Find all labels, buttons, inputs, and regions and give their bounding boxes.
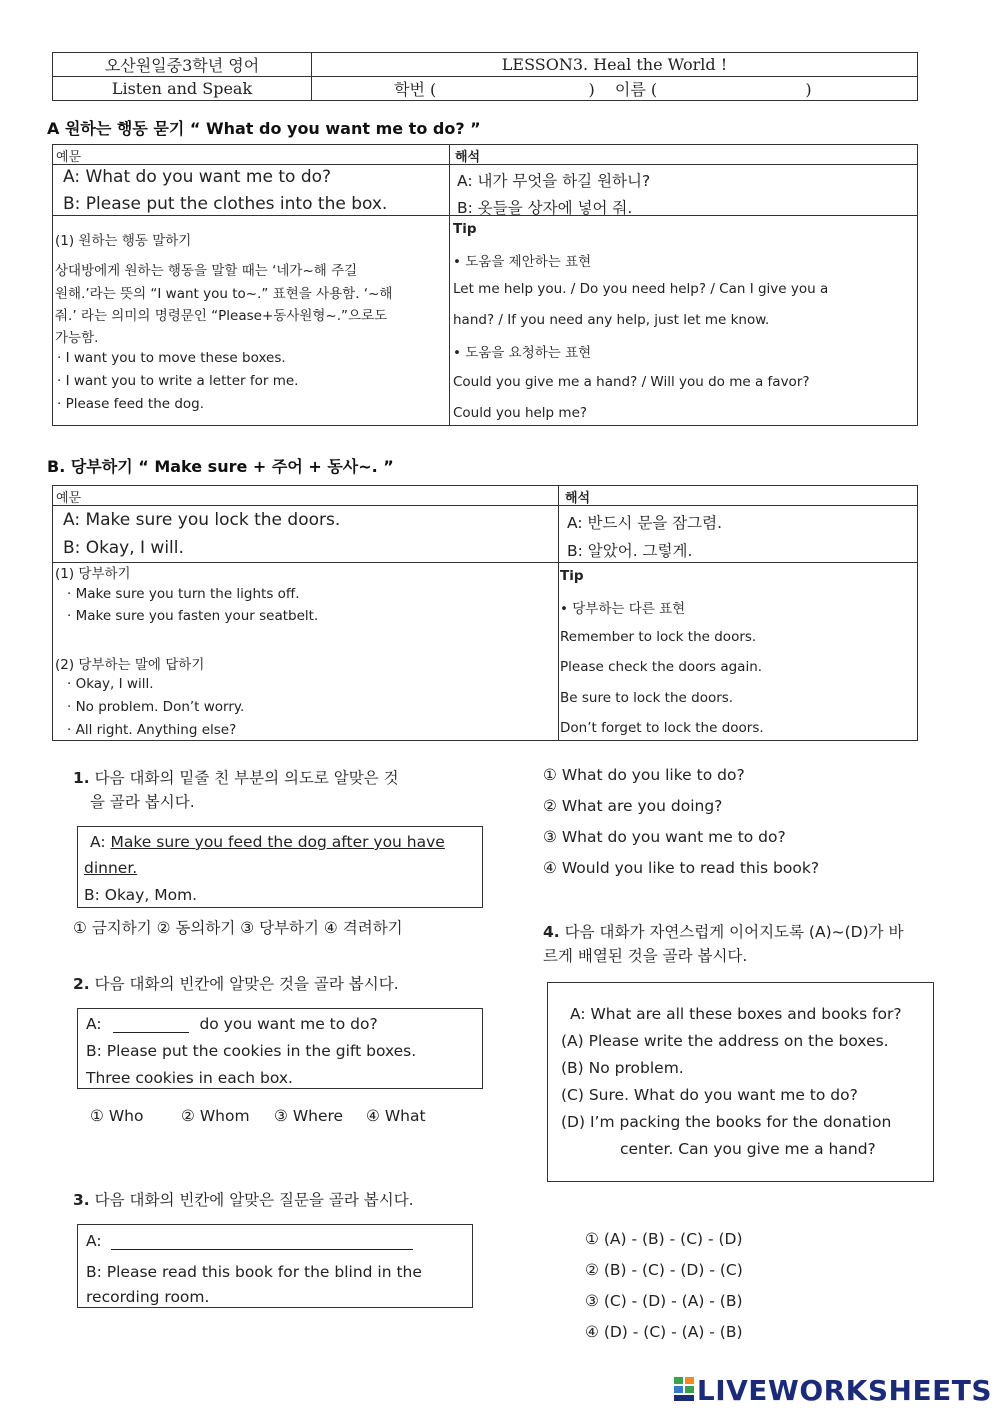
student-id-label: 학번 (	[394, 80, 437, 99]
q4-item-a: (A) Please write the address on the boxes.	[561, 1032, 889, 1050]
q2-b-2: Three cookies in each box.	[86, 1069, 293, 1087]
liveworksheets-mark-icon	[673, 1375, 695, 1403]
example-b: B: Please put the clothes into the box.	[63, 194, 388, 214]
q2-option-4[interactable]: ④ What	[366, 1107, 426, 1125]
q3-blank[interactable]	[111, 1231, 413, 1250]
translation-b: B: 옷들을 상자에 넣어 줘.	[457, 199, 633, 217]
liveworksheets-text: LIVEWORKSHEETS	[696, 1374, 992, 1407]
q3-a-prefix: A:	[86, 1232, 102, 1250]
q2-option-2[interactable]: ② Whom	[181, 1107, 250, 1125]
q4-text-1: 다음 대화가 자연스럽게 이어지도록 (A)~(D)가 바	[564, 923, 904, 941]
q4-number: 4.	[543, 923, 560, 941]
translation-label: 해석	[455, 150, 481, 165]
q3-option-3[interactable]: ③ What do you want me to do?	[543, 828, 786, 846]
q2-prompt	[73, 972, 399, 994]
tip-item-2: Please check the doors again.	[560, 659, 763, 675]
q1-b: B: Okay, Mom.	[84, 886, 198, 904]
q1-options[interactable]: ① 금지하기 ② 동의하기 ③ 당부하기 ④ 격려하기	[73, 919, 403, 937]
section-b-title: B. 당부하기 “ Make sure + 주어 + 동사~. ”	[47, 457, 394, 476]
student-id-close: )	[588, 80, 595, 99]
q2-b-1: B: Please put the cookies in the gift boxes.	[86, 1042, 417, 1060]
name-label: 이름 (	[614, 80, 658, 99]
tip-item-3: Be sure to lock the doors.	[560, 690, 734, 706]
tip-offer-head: • 도움을 제안하는 표현	[453, 254, 592, 270]
q4-text-2: 르게 배열된 것을 골라 봅시다.	[543, 947, 748, 965]
tip-label-a: Tip	[453, 221, 477, 237]
q2-a-prefix: A:	[86, 1015, 102, 1033]
q2-a-rest: do you want me to do?	[199, 1015, 378, 1033]
tip-head-b: • 당부하는 다른 표현	[560, 601, 686, 617]
q3-b-2: recording room.	[86, 1288, 210, 1306]
example-b-b: B: Okay, I will.	[63, 538, 184, 558]
q4-item-b: (B) No problem.	[561, 1059, 684, 1077]
q4-item-d-1: (D) I’m packing the books for the donation	[561, 1113, 892, 1131]
bullet-2: · I want you to write a letter for me.	[57, 373, 299, 389]
explain-line-3: 줘.’ 라는 의미의 명령문인 “Please+동사원형~.”으로도	[55, 308, 388, 324]
sub2-item-3: · All right. Anything else?	[67, 722, 237, 738]
tip-offer-1: Let me help you. / Do you need help? / Can I give you a	[453, 281, 829, 297]
example-a-b: A: Make sure you lock the doors.	[63, 510, 341, 530]
q1-number: 1.	[73, 769, 90, 787]
q3-b-1: B: Please read this book for the blind in the	[86, 1263, 422, 1281]
q2-option-1[interactable]: ① Who	[90, 1107, 144, 1125]
lesson-cell: LESSON3. Heal the World !	[312, 53, 918, 77]
q3-text: 다음 대화의 빈칸에 알맞은 질문을 골라 봅시다.	[94, 1191, 414, 1209]
example-a: A: What do you want me to do?	[63, 167, 332, 187]
explain-line-2: 원해.’라는 뜻의 “I want you to~.” 표현을 사용함. ‘~해	[55, 286, 393, 302]
explain-line-4: 가능함.	[55, 330, 99, 346]
translation-b-b: B: 알았어. 그렇게.	[567, 542, 693, 560]
tip-offer-2: hand? / If you need any help, just let me know.	[453, 312, 770, 328]
q4-option-1[interactable]: ① (A) - (B) - (C) - (D)	[585, 1230, 743, 1248]
q4-item-c: (C) Sure. What do you want me to do?	[561, 1086, 858, 1104]
q4-prompt	[543, 920, 904, 942]
liveworksheets-logo[interactable]	[673, 1374, 992, 1407]
q2-text: 다음 대화의 빈칸에 알맞은 것을 골라 봅시다.	[94, 975, 399, 993]
q2-option-3[interactable]: ③ Where	[274, 1107, 344, 1125]
q4-option-2[interactable]: ② (B) - (C) - (D) - (C)	[585, 1261, 743, 1279]
q3-prompt	[73, 1188, 414, 1210]
tip-request-head: • 도움을 요청하는 표현	[453, 345, 592, 361]
tip-request-1: Could you give me a hand? / Will you do me a favor?	[453, 374, 810, 390]
q1-a-underlined-1: Make sure you feed the dog after you have	[110, 833, 445, 851]
tip-label-b: Tip	[560, 568, 584, 584]
q2-number: 2.	[73, 975, 90, 993]
section-cell: Listen and Speak	[53, 77, 312, 101]
q1-a-underlined-2: dinner.	[84, 859, 138, 877]
q4-option-4[interactable]: ④ (D) - (C) - (A) - (B)	[585, 1323, 743, 1341]
section-a-table	[52, 144, 918, 426]
q4-dialogue-box	[547, 982, 934, 1182]
example-label: 예문	[56, 150, 82, 165]
translation-a: A: 내가 무엇을 하길 원하니?	[457, 172, 651, 190]
q2-dialogue-box	[77, 1008, 483, 1089]
translation-label-b: 해석	[565, 491, 591, 506]
bullet-3: · Please feed the dog.	[57, 396, 205, 412]
q2-blank[interactable]	[113, 1014, 189, 1033]
q1-dialogue-box	[77, 826, 483, 908]
section-a-title: A 원하는 행동 묻기 “ What do you want me to do? ”	[47, 119, 481, 138]
name-close: )	[805, 80, 812, 99]
q4-item-d-2: center. Can you give me a hand?	[620, 1140, 876, 1158]
q3-dialogue-box	[77, 1224, 473, 1308]
q4-a: A: What are all these boxes and books for?	[570, 1005, 902, 1023]
translation-a-b: A: 반드시 문을 잠그렴.	[567, 514, 723, 532]
sub-title-a: (1) 원하는 행동 말하기	[55, 233, 192, 249]
sub1-item-1: · Make sure you turn the lights off.	[67, 586, 300, 602]
school-cell: 오산원일중3학년 영어	[53, 53, 312, 77]
student-info-cell	[312, 77, 918, 101]
q1-a-prefix: A:	[90, 833, 106, 851]
q1-text-2: 을 골라 봅시다.	[90, 793, 195, 811]
header-table	[52, 52, 918, 101]
sub1-title: (1) 당부하기	[55, 566, 131, 582]
sub2-title: (2) 당부하는 말에 답하기	[55, 657, 205, 673]
explain-line-1: 상대방에게 원하는 행동을 말할 때는 ‘네가~해 주길	[55, 263, 358, 279]
sub2-item-1: · Okay, I will.	[67, 676, 154, 692]
bullet-1: · I want you to move these boxes.	[57, 350, 286, 366]
q1-text-1: 다음 대화의 밑줄 친 부분의 의도로 알맞은 것	[94, 769, 399, 787]
q3-option-1[interactable]: ① What do you like to do?	[543, 766, 745, 784]
q4-option-3[interactable]: ③ (C) - (D) - (A) - (B)	[585, 1292, 743, 1310]
tip-item-4: Don’t forget to lock the doors.	[560, 720, 764, 736]
q3-option-4[interactable]: ④ Would you like to read this book?	[543, 859, 820, 877]
tip-item-1: Remember to lock the doors.	[560, 629, 757, 645]
tip-request-2: Could you help me?	[453, 405, 588, 421]
q3-option-2[interactable]: ② What are you doing?	[543, 797, 723, 815]
sub1-item-2: · Make sure you fasten your seatbelt.	[67, 608, 319, 624]
section-b-table	[52, 485, 918, 741]
sub2-item-2: · No problem. Don’t worry.	[67, 699, 245, 715]
q3-number: 3.	[73, 1191, 90, 1209]
example-label-b: 예문	[56, 491, 82, 506]
q1-prompt	[73, 766, 399, 788]
